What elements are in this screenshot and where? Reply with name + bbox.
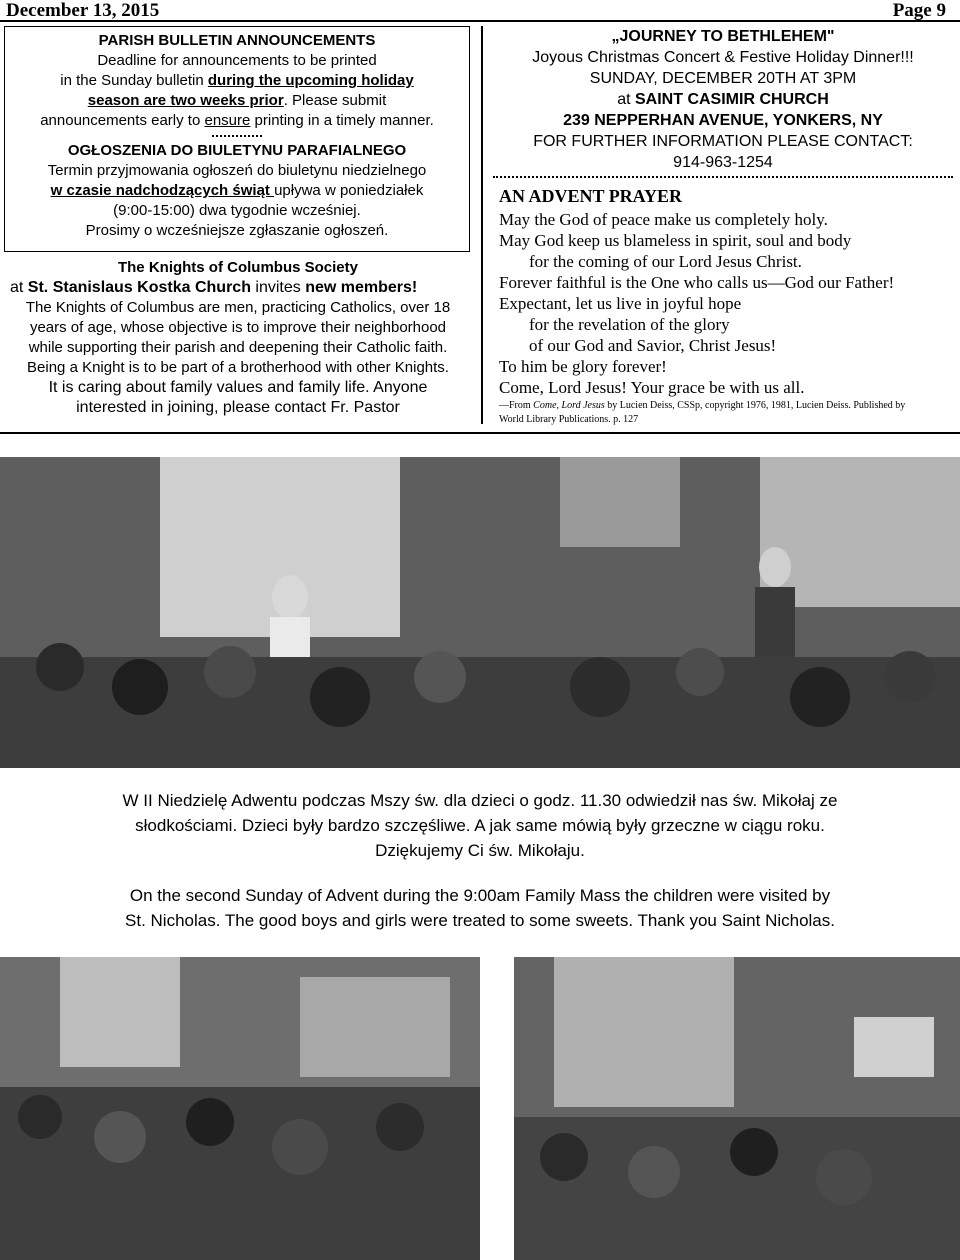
polish-line: (9:00-15:00) dwa tygodnie wcześniej. bbox=[113, 202, 361, 219]
knights-body: It is caring about family values and family life. Anyone bbox=[48, 379, 428, 396]
knights-invite: at St. Stanislaus Kostka Church invites new members! bbox=[10, 279, 418, 296]
announcements-line: in the Sunday bulletin during the upcoming holiday bbox=[60, 72, 414, 89]
photo-placeholder bbox=[0, 957, 480, 1260]
prayer-source: World Library Publications. p. 127 bbox=[499, 414, 639, 425]
page-number: Page 9 bbox=[892, 0, 946, 21]
photo-placeholder bbox=[514, 957, 960, 1260]
prayer-title: AN ADVENT PRAYER bbox=[499, 186, 683, 206]
caption-polish: W II Niedzielę Adwentu podczas Mszy św. dla dzieci o godz. 11.30 odwiedził nas św. Mikołaj ze słodkościami. Dzieci były bardzo szczęśliwe. A jak same mówią były grzeczne w ciągu roku. Dziękujemy Ci św. Mikołaju. bbox=[122, 791, 838, 860]
column-divider bbox=[481, 26, 483, 424]
prayer-line: Expectant, let us live in joyful hope bbox=[499, 294, 742, 313]
prayer-line: To him be glory forever! bbox=[499, 357, 667, 376]
knights-body: Being a Knight is to be part of a brotherhood with other Knights. bbox=[27, 359, 449, 376]
photo-children-in-church-right bbox=[514, 957, 960, 1260]
knights-body: years of age, whose objective is to improve their neighborhood bbox=[29, 319, 447, 336]
prayer-line: for the coming of our Lord Jesus Christ. bbox=[529, 252, 802, 271]
photo-children-with-st-nicholas bbox=[0, 457, 960, 768]
polish-line: Prosimy o wcześniejsze zgłaszanie ogłoszeń. bbox=[85, 222, 389, 239]
bulletin-date: December 13, 2015 bbox=[6, 0, 160, 21]
page-header bbox=[0, 0, 960, 22]
knights-section bbox=[0, 258, 476, 418]
photo-placeholder bbox=[0, 457, 960, 768]
prayer-line: May God keep us blameless in spirit, soul and body bbox=[499, 231, 852, 250]
journey-line: FOR FURTHER INFORMATION PLEASE CONTACT: bbox=[533, 133, 913, 150]
journey-title: „JOURNEY TO BETHLEHEM" bbox=[611, 28, 835, 45]
journey-line: Joyous Christmas Concert & Festive Holiday Dinner!!! bbox=[532, 49, 914, 66]
photo-children-in-church-left bbox=[0, 957, 480, 1260]
prayer-line: Come, Lord Jesus! Your grace be with us all. bbox=[499, 378, 805, 397]
announcements-box bbox=[4, 26, 470, 252]
dotted-divider bbox=[493, 176, 953, 178]
polish-line: Termin przyjmowania ogłoszeń do biuletynu niedzielnego bbox=[47, 162, 427, 179]
polish-announcements-title: OGŁOSZENIA DO BIULETYNU PARAFIALNEGO bbox=[67, 142, 407, 159]
prayer-line: Forever faithful is the One who calls us—God our Father! bbox=[499, 273, 895, 292]
announcements-title: PARISH BULLETIN ANNOUNCEMENTS bbox=[98, 32, 376, 49]
polish-line: w czasie nadchodzących świąt upływa w poniedziałek bbox=[50, 182, 424, 199]
journey-line: SUNDAY, DECEMBER 20TH AT 3PM bbox=[589, 70, 857, 87]
journey-section bbox=[493, 26, 953, 173]
journey-address: 239 NEPPERHAN AVENUE, YONKERS, NY bbox=[563, 112, 883, 129]
announcements-line: announcements early to ensure printing in a timely manner. bbox=[40, 112, 434, 129]
prayer-line: May the God of peace make us completely holy. bbox=[499, 210, 828, 229]
caption-english: On the second Sunday of Advent during the 9:00am Family Mass the children were visited by St. Nicholas. The good boys and girls were treated to some sweets. Thank you Saint Nicholas. bbox=[125, 886, 835, 930]
knights-body: The Knights of Columbus are men, practicing Catholics, over 18 bbox=[25, 299, 451, 316]
prayer-line: of our God and Savior, Christ Jesus! bbox=[529, 336, 777, 355]
photo-caption bbox=[0, 788, 960, 953]
prayer-source: —From Come, Lord Jesus by Lucien Deiss, CSSp, copyright 1976, 1981, Lucien Deiss. Published by bbox=[499, 400, 906, 411]
announcements-line: season are two weeks prior. Please submit bbox=[87, 92, 387, 109]
prayer-line: for the revelation of the glory bbox=[529, 315, 730, 334]
knights-title: The Knights of Columbus Society bbox=[117, 259, 358, 276]
announcements-line: Deadline for announcements to be printed bbox=[97, 52, 377, 69]
section-divider bbox=[0, 432, 960, 434]
dotted-divider bbox=[212, 135, 262, 139]
right-column bbox=[493, 26, 953, 426]
journey-line: at SAINT CASIMIR CHURCH bbox=[617, 91, 829, 108]
knights-body: interested in joining, please contact Fr. Pastor bbox=[76, 399, 400, 416]
advent-prayer bbox=[493, 186, 953, 426]
knights-body: while supporting their parish and deepening their Catholic faith. bbox=[28, 339, 448, 356]
journey-phone: 914-963-1254 bbox=[673, 154, 773, 171]
